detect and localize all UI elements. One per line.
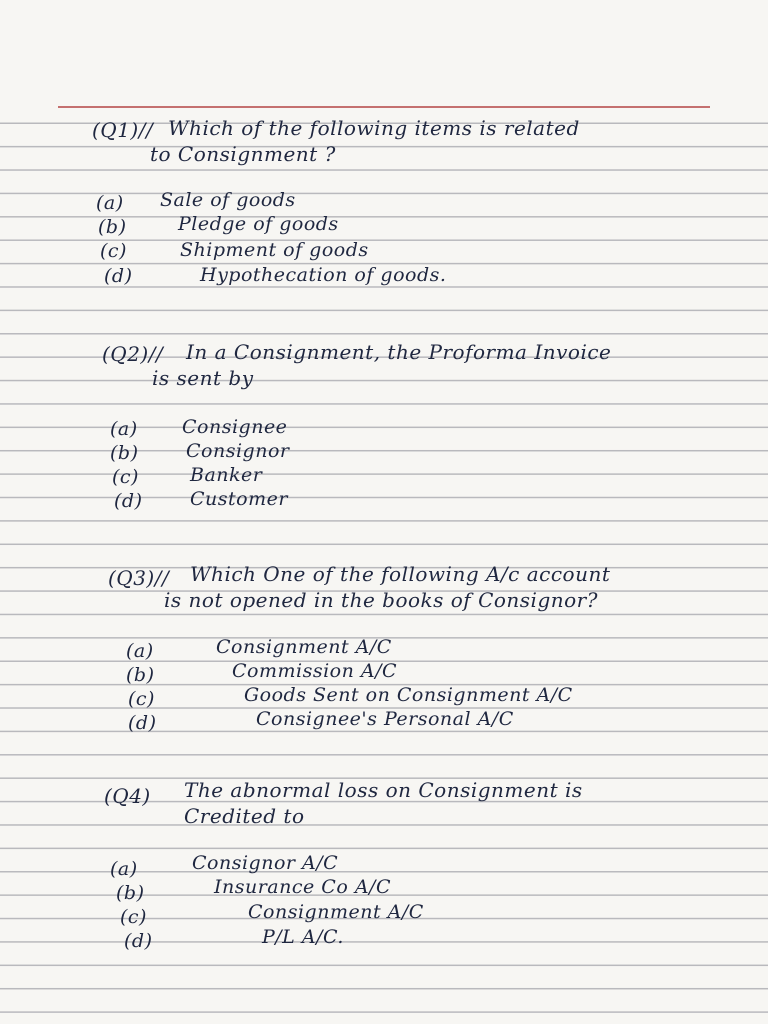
q2-line2: is sent by	[152, 366, 254, 390]
q1-line2: to Consignment ?	[150, 142, 336, 166]
q1-option-b-text: Pledge of goods	[178, 213, 339, 235]
q3-option-d-label: (d)	[128, 712, 157, 734]
q4-option-d-text: P/L A/C.	[262, 926, 344, 948]
q3-number: (Q3)//	[108, 566, 170, 590]
q3-option-c-label: (c)	[128, 688, 155, 710]
q4-number: (Q4)	[104, 784, 151, 808]
q4-line2: Credited to	[184, 804, 305, 828]
q2-option-b-text: Consignor	[186, 440, 290, 462]
q1-option-c-text: Shipment of goods	[180, 239, 369, 261]
q4-option-c-label: (c)	[120, 906, 147, 928]
q3-option-c-text: Goods Sent on Consignment A/C	[244, 684, 573, 706]
q3-line2: is not opened in the books of Consignor?	[164, 588, 598, 612]
q4-option-b-label: (b)	[116, 882, 145, 904]
q4-option-c-text: Consignment A/C	[248, 901, 424, 923]
q1-option-d-label: (d)	[104, 265, 133, 287]
q3-option-d-text: Consignee's Personal A/C	[256, 708, 514, 730]
q3-option-b-label: (b)	[126, 664, 155, 686]
q4-option-b-text: Insurance Co A/C	[214, 876, 391, 898]
q2-option-d-label: (d)	[114, 490, 143, 512]
q1-number: (Q1)//	[92, 118, 154, 142]
q2-option-a-label: (a)	[110, 418, 138, 440]
q4-option-a-label: (a)	[110, 858, 138, 880]
q4-option-d-label: (d)	[124, 930, 153, 952]
q2-option-c-label: (c)	[112, 466, 139, 488]
q4-line1: The abnormal loss on Consignment is	[184, 778, 583, 802]
q2-option-c-text: Banker	[190, 464, 263, 486]
q1-option-a-label: (a)	[96, 192, 124, 214]
q2-option-d-text: Customer	[190, 488, 288, 510]
q1-option-b-label: (b)	[98, 216, 127, 238]
q2-option-b-label: (b)	[110, 442, 139, 464]
q3-option-a-label: (a)	[126, 640, 154, 662]
q2-option-a-text: Consignee	[182, 416, 288, 438]
q1-option-d-text: Hypothecation of goods.	[200, 264, 447, 286]
q2-line1: In a Consignment, the Proforma Invoice	[186, 340, 612, 364]
q1-option-a-text: Sale of goods	[160, 189, 296, 211]
q3-option-b-text: Commission A/C	[232, 660, 398, 682]
q3-line1: Which One of the following A/c account	[190, 562, 611, 586]
q1-line1: Which of the following items is related	[168, 116, 580, 140]
margin-line	[58, 106, 710, 108]
q1-option-c-label: (c)	[100, 240, 127, 262]
q4-option-a-text: Consignor A/C	[192, 852, 339, 874]
q2-number: (Q2)//	[102, 342, 164, 366]
q3-option-a-text: Consignment A/C	[216, 636, 392, 658]
